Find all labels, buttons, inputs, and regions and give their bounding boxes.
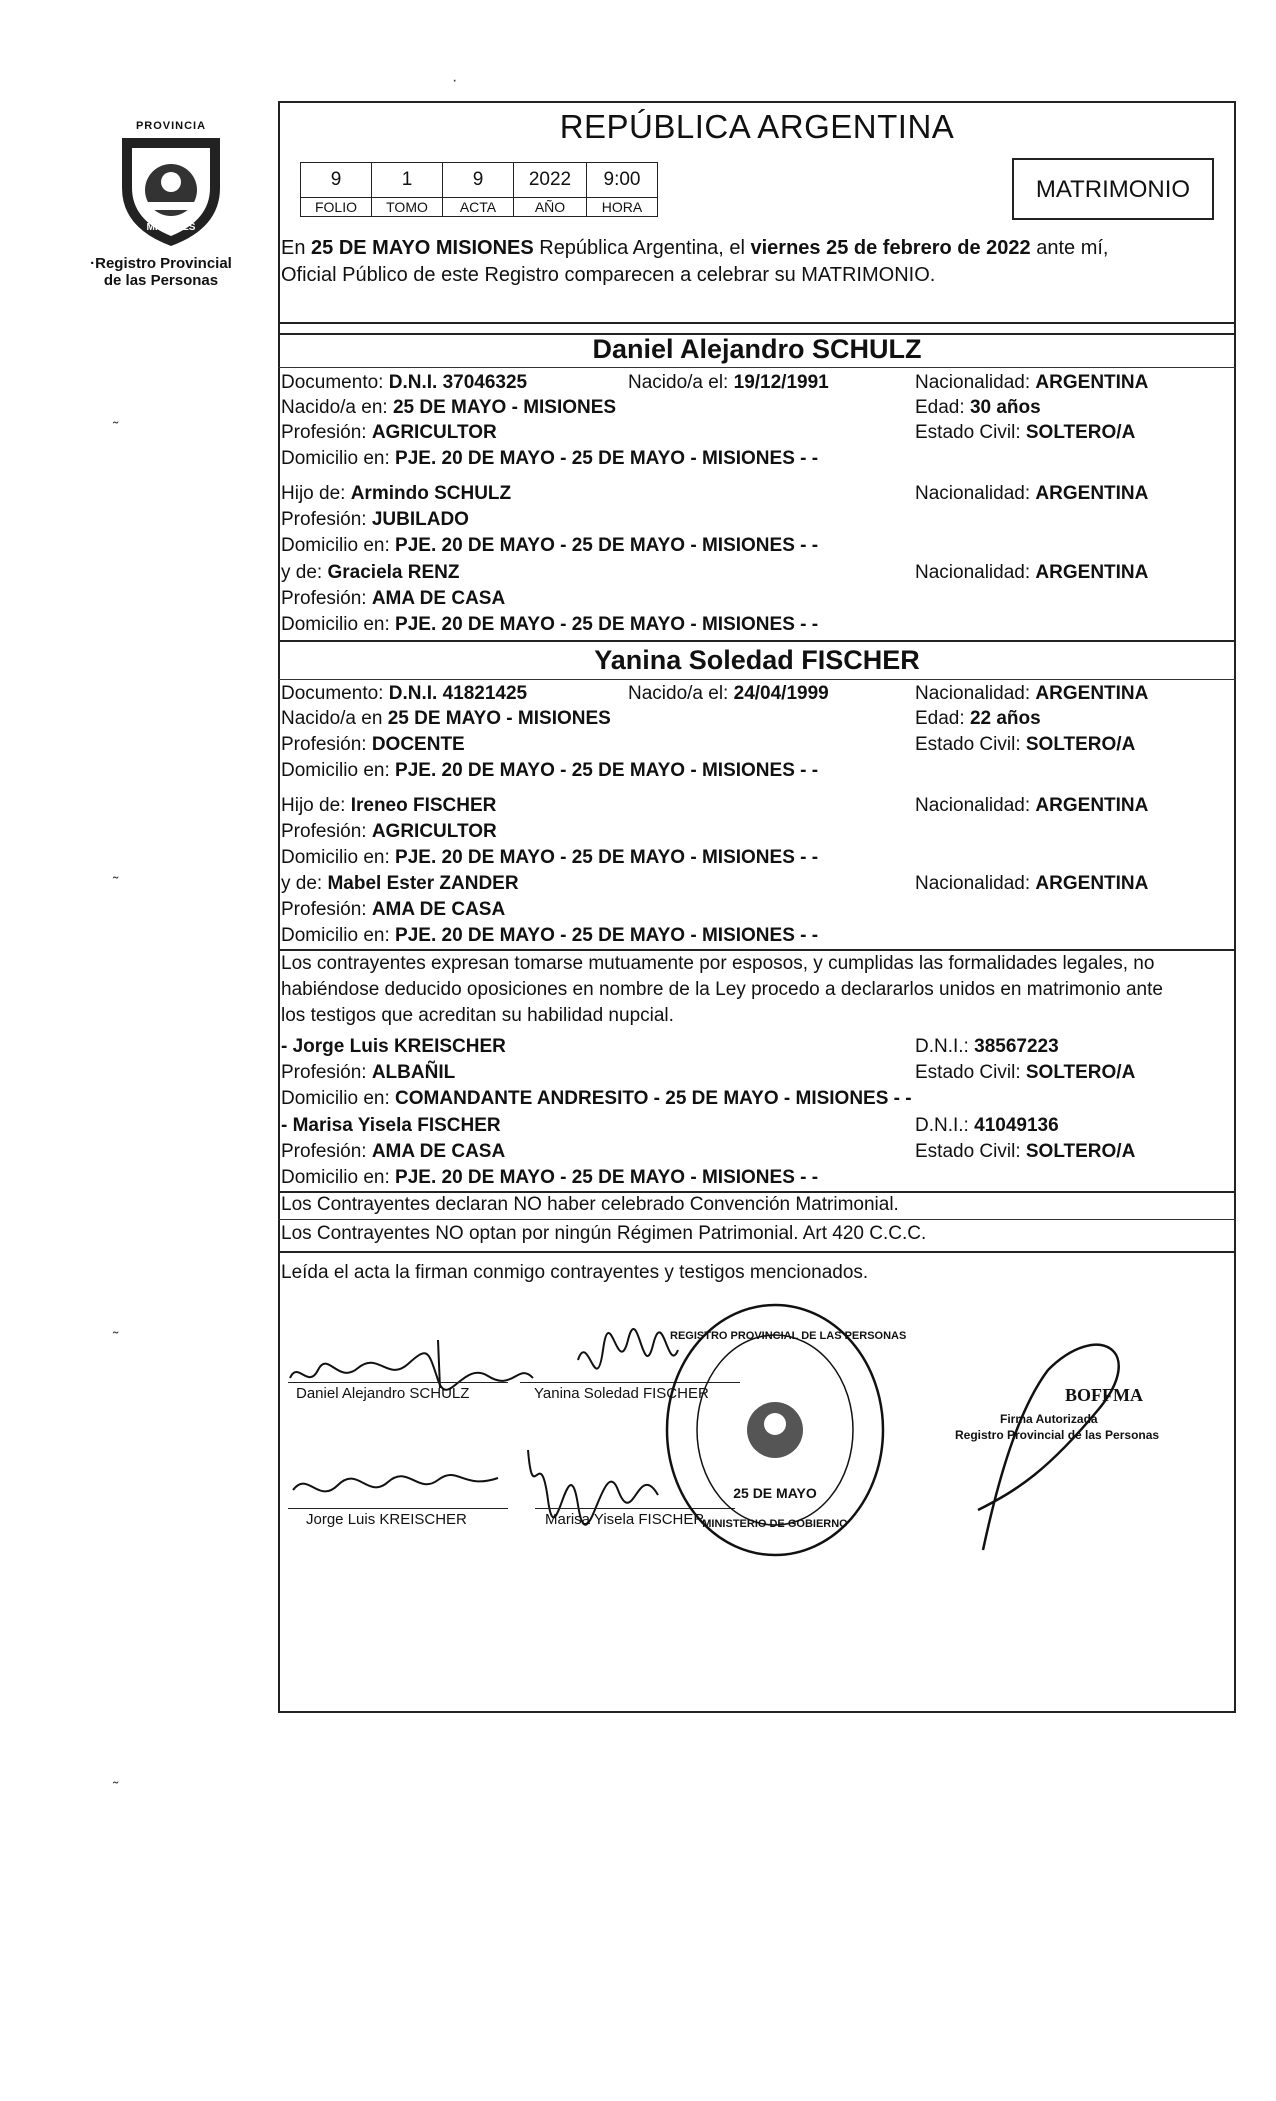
intro-text: República Argentina, el: [533, 237, 751, 259]
spouse1-birthdate: [628, 371, 829, 395]
witness2-name: - Marisa Yisela FISCHER: [281, 1115, 501, 1136]
spouse2-age: [915, 707, 1041, 731]
scan-mark: ˜: [113, 420, 119, 437]
label: Hijo de:: [281, 483, 351, 504]
spouse1-father-address: [281, 534, 818, 558]
witness2-dni: [915, 1114, 1059, 1138]
spouse1-father-nationality: [915, 482, 1148, 506]
spouse2-father-address: [281, 846, 818, 870]
spouse1-profession: [281, 421, 497, 445]
label: Documento:: [281, 683, 389, 704]
spouse2-mother-address: [281, 924, 818, 948]
value: PJE. 20 DE MAYO - 25 DE MAYO - MISIONES - -: [395, 614, 819, 635]
scan-mark: ·: [452, 72, 458, 89]
divider: [278, 367, 1236, 368]
label: Estado Civil:: [915, 1141, 1026, 1162]
value: 30 años: [969, 397, 1041, 418]
value: AMA DE CASA: [371, 899, 506, 920]
declaration-line-3: los testigos que acreditan su habilidad nupcial.: [281, 1005, 674, 1026]
spouse2-father-profession: [281, 820, 497, 844]
time-label: HORA: [587, 198, 658, 217]
label: Nacionalidad:: [915, 562, 1036, 583]
value: ARGENTINA: [1035, 873, 1149, 894]
witness2-address: [281, 1166, 818, 1190]
label: y de:: [281, 873, 328, 894]
time-value: 9:00: [587, 163, 658, 198]
spouse2-mother-nationality: [915, 872, 1148, 896]
value: ALBAÑIL: [371, 1062, 456, 1083]
label: Profesión:: [281, 1062, 372, 1083]
seal-top-text: PROVINCIA: [135, 120, 207, 132]
spouse2-address: [281, 759, 818, 783]
value: JUBILADO: [371, 509, 469, 530]
label: Profesión:: [281, 734, 372, 755]
value: PJE. 20 DE MAYO - 25 DE MAYO - MISIONES - -: [395, 847, 819, 868]
registry-round-stamp: [660, 1300, 907, 1560]
label: Nacionalidad:: [915, 795, 1036, 816]
registry-caption-line1: ·Registro Provincial: [90, 255, 232, 272]
signature-name-4: Marisa Yisela FISCHER: [545, 1511, 705, 1528]
divider: [278, 322, 1236, 324]
value: ARGENTINA: [1035, 562, 1149, 583]
registry-caption: [86, 255, 236, 289]
witness2-civil-status: [915, 1140, 1135, 1164]
scan-mark: ˜: [113, 875, 119, 892]
spouse2-document: [281, 682, 527, 706]
value: ARGENTINA: [1035, 795, 1149, 816]
value: 19/12/1991: [733, 372, 829, 393]
acta-label: ACTA: [443, 198, 514, 217]
value: 25 DE MAYO - MISIONES: [392, 397, 617, 418]
official-stamp: [955, 1385, 1195, 1442]
value: 38567223: [974, 1036, 1059, 1057]
intro-place: 25 DE MAYO MISIONES: [311, 237, 534, 259]
label: Estado Civil:: [915, 734, 1026, 755]
label: Nacionalidad:: [915, 873, 1036, 894]
spouse2-nationality: [915, 682, 1148, 706]
signature-line-3: [288, 1508, 508, 1509]
value: 41049136: [974, 1115, 1059, 1136]
official-stamp-line1: Firma Autorizada: [1000, 1412, 1098, 1426]
registry-caption-line2: de las Personas: [103, 272, 219, 289]
divider: [278, 1251, 1236, 1253]
value: SOLTERO/A: [1025, 1141, 1136, 1162]
label: Estado Civil:: [915, 422, 1026, 443]
label: Nacionalidad:: [915, 483, 1036, 504]
value: 24/04/1999: [733, 683, 829, 704]
label: Domicilio en:: [281, 925, 396, 946]
label: Domicilio en:: [281, 1088, 396, 1109]
witness1-name: - Jorge Luis KREISCHER: [281, 1036, 506, 1057]
value: PJE. 20 DE MAYO - 25 DE MAYO - MISIONES - -: [395, 535, 819, 556]
value: AGRICULTOR: [371, 422, 497, 443]
seal-bottom-text: MISIONES: [146, 222, 196, 233]
spouse2-mother-profession: [281, 898, 505, 922]
value: SOLTERO/A: [1025, 1062, 1136, 1083]
signature-name-3: Jorge Luis KREISCHER: [306, 1511, 467, 1528]
spouse1-name: Daniel Alejandro SCHULZ: [592, 334, 922, 364]
label: y de:: [281, 562, 328, 583]
label: Profesión:: [281, 821, 372, 842]
label: Domicilio en:: [281, 535, 396, 556]
year-label: AÑO: [514, 198, 587, 217]
intro-text: ante mí,: [1030, 237, 1109, 259]
stamp-center: 25 DE MAYO: [733, 1485, 817, 1501]
label: Nacido/a el:: [628, 372, 734, 393]
divider: [278, 1219, 1236, 1220]
spouse1-father-profession: [281, 508, 469, 532]
divider: [278, 949, 1236, 951]
value: Armindo SCHULZ: [350, 483, 512, 504]
value: ARGENTINA: [1035, 372, 1149, 393]
label: Nacido/a en:: [281, 397, 393, 418]
label: Profesión:: [281, 588, 372, 609]
spouse1-father: [281, 482, 511, 506]
spouse2-profession: [281, 733, 465, 757]
spouse1-mother-profession: [281, 587, 505, 611]
closing-statement: Leída el acta la firman conmigo contrayentes y testigos mencionados.: [281, 1262, 869, 1283]
label: D.N.I.:: [915, 1036, 975, 1057]
label: Edad:: [915, 708, 970, 729]
tomo-label: TOMO: [372, 198, 443, 217]
stamp-ring-bottom: MINISTERIO DE GOBIERNO: [702, 1518, 848, 1530]
label: Documento:: [281, 372, 389, 393]
label: Hijo de:: [281, 795, 351, 816]
label: Nacionalidad:: [915, 372, 1036, 393]
signature-name-2: Yanina Soledad FISCHER: [534, 1385, 709, 1402]
act-type-box: MATRIMONIO: [1012, 158, 1214, 220]
spouse1-mother-address: [281, 613, 818, 637]
spouse1-nationality: [915, 371, 1148, 395]
label: Profesión:: [281, 509, 372, 530]
value: 25 DE MAYO - MISIONES: [387, 708, 611, 729]
folio-label: FOLIO: [301, 198, 372, 217]
label: Nacionalidad:: [915, 683, 1036, 704]
spouse2-civil-status: [915, 733, 1135, 757]
value: PJE. 20 DE MAYO - 25 DE MAYO - MISIONES - -: [395, 760, 819, 781]
value: AMA DE CASA: [371, 588, 506, 609]
witness1-profession: [281, 1061, 455, 1085]
declaration-line-2: habiéndose deducido oposiciones en nombre de la Ley procedo a declararlos unidos en matrimonio ante: [281, 979, 1163, 1000]
intro-date: viernes 25 de febrero de 2022: [750, 237, 1031, 259]
spouse1-civil-status: [915, 421, 1135, 445]
value: ARGENTINA: [1035, 483, 1149, 504]
value: SOLTERO/A: [1025, 734, 1136, 755]
value: D.N.I. 37046325: [388, 372, 528, 393]
record-meta-table: [300, 162, 658, 217]
official-stamp-name: BOFFMA: [1065, 1385, 1143, 1405]
intro-line-1: [281, 236, 1108, 260]
spouse2-birthplace: [281, 707, 611, 731]
intro-line-2: Oficial Público de este Registro comparecen a celebrar su MATRIMONIO.: [281, 264, 936, 286]
value: ARGENTINA: [1035, 683, 1149, 704]
label: Estado Civil:: [915, 1062, 1026, 1083]
province-seal-logo: [112, 118, 230, 248]
value: PJE. 20 DE MAYO - 25 DE MAYO - MISIONES - -: [395, 448, 819, 469]
value: SOLTERO/A: [1025, 422, 1136, 443]
label: Profesión:: [281, 899, 372, 920]
spouse2-father-nationality: [915, 794, 1148, 818]
witness1-dni: [915, 1035, 1059, 1059]
value: Graciela RENZ: [327, 562, 460, 583]
label: Domicilio en:: [281, 760, 396, 781]
divider: [278, 679, 1236, 680]
label: Domicilio en:: [281, 1167, 396, 1188]
value: Mabel Ester ZANDER: [327, 873, 519, 894]
spouse1-age: [915, 396, 1041, 420]
official-stamp-line2: Registro Provincial de las Personas: [955, 1428, 1160, 1442]
label: Domicilio en:: [281, 614, 396, 635]
label: Profesión:: [281, 1141, 372, 1162]
witness1-address: [281, 1087, 912, 1111]
label: Domicilio en:: [281, 847, 396, 868]
scan-mark: ˜: [113, 1330, 119, 1347]
label: Edad:: [915, 397, 970, 418]
acta-value: 9: [443, 163, 514, 198]
convention-statement: Los Contrayentes declaran NO haber celebrado Convención Matrimonial.: [281, 1194, 899, 1215]
witness2-profession: [281, 1140, 505, 1164]
value: DOCENTE: [371, 734, 465, 755]
scan-mark: ˜: [113, 1780, 119, 1797]
spouse1-birthplace: [281, 396, 616, 420]
label: Nacido/a en: [281, 708, 388, 729]
tomo-value: 1: [372, 163, 443, 198]
value: AMA DE CASA: [371, 1141, 506, 1162]
intro-text: En: [281, 237, 312, 259]
witness1-civil-status: [915, 1061, 1135, 1085]
spouse2-name: Yanina Soledad FISCHER: [594, 645, 920, 675]
spouse1-mother-nationality: [915, 561, 1148, 585]
label: Nacido/a el:: [628, 683, 734, 704]
value: Ireneo FISCHER: [350, 795, 497, 816]
spouse1-address: [281, 447, 818, 471]
value: D.N.I. 41821425: [388, 683, 528, 704]
value: PJE. 20 DE MAYO - 25 DE MAYO - MISIONES - -: [395, 925, 819, 946]
page-title: REPÚBLICA ARGENTINA: [559, 108, 955, 145]
value: AGRICULTOR: [371, 821, 497, 842]
spouse2-birthdate: [628, 682, 829, 706]
spouse1-mother: [281, 561, 459, 585]
spouse2-mother: [281, 872, 519, 896]
label: Profesión:: [281, 422, 372, 443]
value: COMANDANTE ANDRESITO - 25 DE MAYO - MISIONES - -: [395, 1088, 912, 1109]
divider: [278, 640, 1236, 642]
signature-line-1: [288, 1382, 508, 1383]
label: Domicilio en:: [281, 448, 396, 469]
value: 22 años: [969, 708, 1041, 729]
value: PJE. 20 DE MAYO - 25 DE MAYO - MISIONES - -: [395, 1167, 819, 1188]
spouse2-father: [281, 794, 496, 818]
folio-value: 9: [301, 163, 372, 198]
year-value: 2022: [514, 163, 587, 198]
declaration-line-1: Los contrayentes expresan tomarse mutuamente por esposos, y cumplidas las formalidades legales, no: [281, 953, 1155, 974]
stamp-ring-top: REGISTRO PROVINCIAL DE LAS PERSONAS: [670, 1330, 907, 1342]
regime-statement: Los Contrayentes NO optan por ningún Régimen Patrimonial. Art 420 C.C.C.: [281, 1223, 927, 1244]
label: D.N.I.:: [915, 1115, 975, 1136]
spouse1-document: [281, 371, 527, 395]
signature-name-1: Daniel Alejandro SCHULZ: [296, 1385, 470, 1402]
